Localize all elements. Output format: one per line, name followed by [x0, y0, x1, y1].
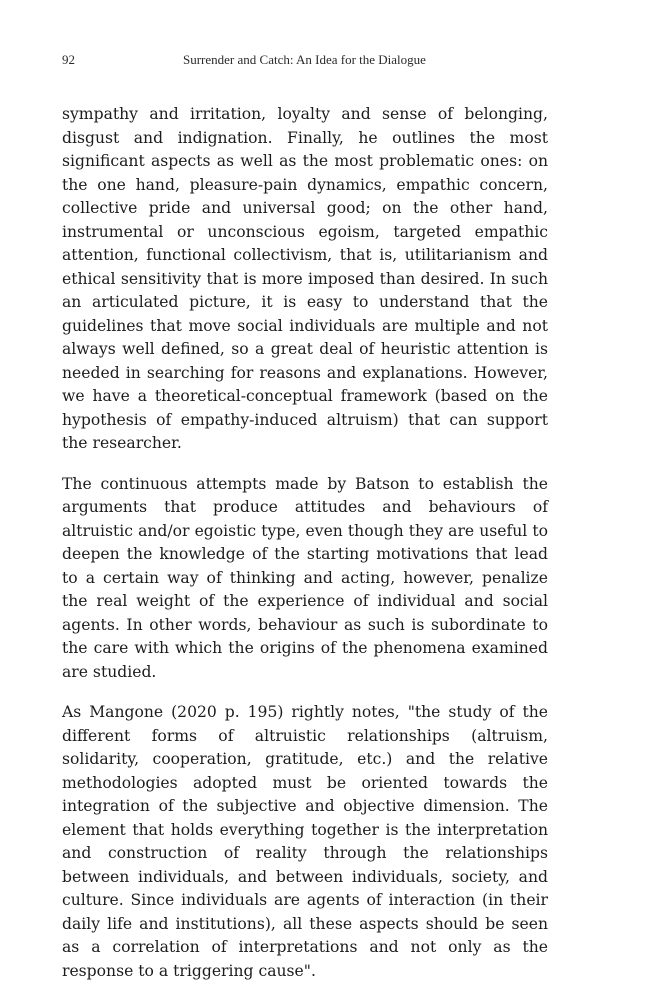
page-number: 92 — [62, 52, 75, 67]
running-head — [62, 52, 548, 70]
body-text — [62, 103, 548, 983]
running-title: Surrender and Catch: An Idea for the Dialogue — [183, 52, 426, 67]
paragraph-3: As Mangone (2020 p. 195) rightly notes, "the study of the different forms of altruistic relationships (altruism, solidarity, cooperation, gratitude, etc.) and the relative methodologies adopted must be oriented towards the integration of the subjective and objective dimension. The element that holds everything together is the interpretation and construction of reality through the relationships between individuals, and between individuals, society, and culture. Since individuals are agents of interaction (in their daily life and institutions), all these aspects should be seen as a correlation of interpretations and not only as the response to a triggering cause". — [62, 703, 548, 980]
paragraph-1: sympathy and irritation, loyalty and sense of belonging, disgust and indignation. Finally, he outlines the most significant aspects as well as the most problematic ones: on the one hand, pleasure-pain dynamics, empathic concern, collective pride and universal good; on the other hand, instrumental or unconscious egoism, targeted empathic attention, functional collectivism, that is, utilitarianism and ethical sensitivity that is more imposed than desired. In such an articulated picture, it is easy to understand that the guidelines that move social individuals are multiple and not always well defined, so a great deal of heuristic attention is needed in searching for reasons and explanations. However, we have a theoretical-conceptual framework (based on the hypothesis of empathy-induced altruism) that can support the researcher. — [62, 105, 548, 452]
paragraph-2: The continuous attempts made by Batson to establish the arguments that produce attitudes and behaviours of altruistic and/or egoistic type, even though they are useful to deepen the knowledge of the starting motivations that lead to a certain way of thinking and acting, however, penalize the real weight of the experience of individual and social agents. In other words, behaviour as such is subordinate to the care with which the origins of the phenomena examined are studied. — [62, 474, 548, 681]
